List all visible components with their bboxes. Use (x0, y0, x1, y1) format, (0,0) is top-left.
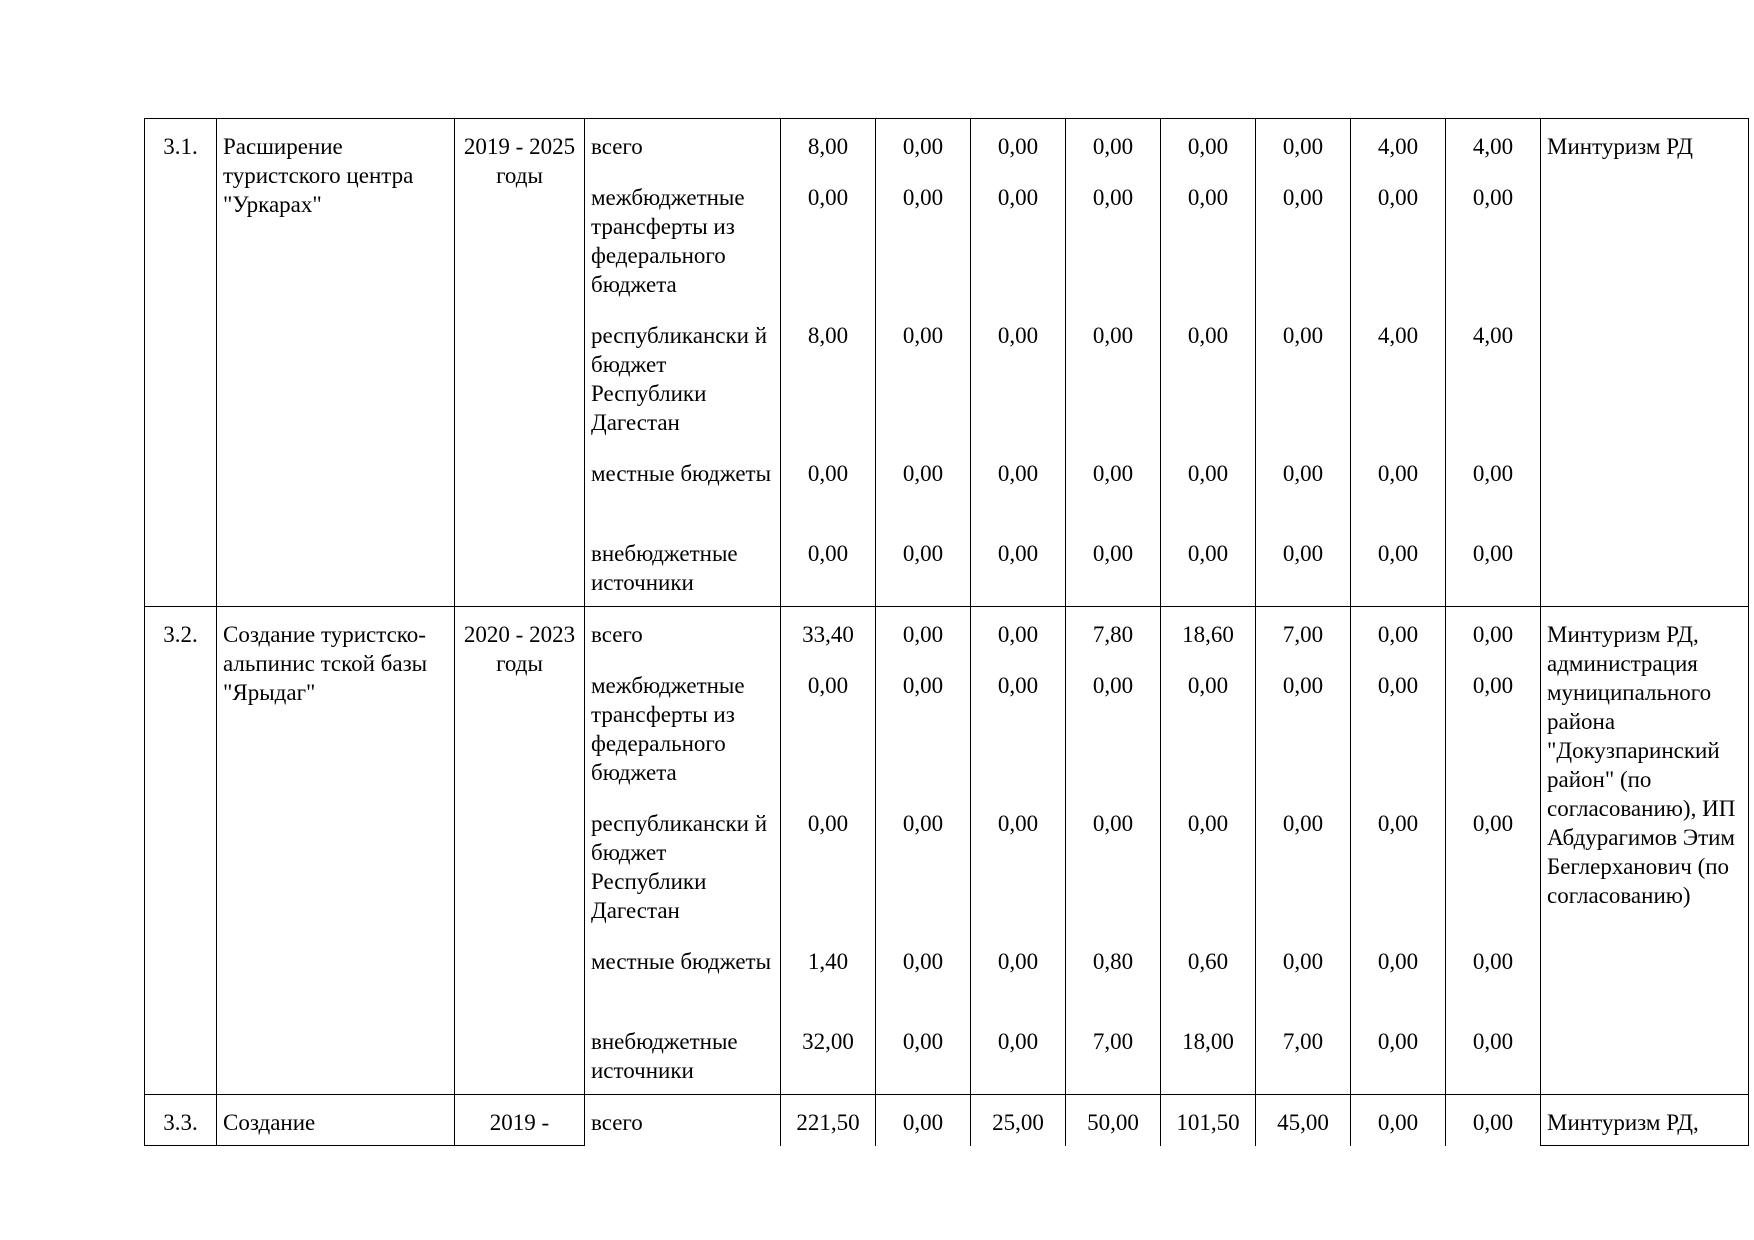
amount-value: 0,00 (1377, 673, 1419, 698)
amount-value: 0,00 (1472, 461, 1514, 486)
amount-value: 4,00 (1377, 134, 1419, 159)
amount-column-7 (1351, 1095, 1446, 1146)
amount-value: 0,00 (997, 185, 1039, 210)
amount-value: 0,00 (1377, 1110, 1419, 1135)
amount-value: 0,00 (1187, 673, 1229, 698)
amount-value: 0,00 (1092, 185, 1134, 210)
funding-source-label: республикански й бюджет Республики Дагестан (591, 323, 768, 435)
amount-value: 7,80 (1092, 622, 1134, 647)
amount-column-8 (1446, 119, 1541, 607)
event-name (217, 1095, 455, 1146)
amount-list (971, 1095, 1065, 1137)
amount-value: 18,60 (1182, 622, 1234, 647)
amount-value: 0,00 (1282, 673, 1324, 698)
amount-value: 0,00 (1472, 673, 1514, 698)
implementation-years (455, 119, 585, 607)
row-number (145, 119, 217, 607)
funding-sources (585, 119, 781, 607)
amount-value: 0,00 (902, 673, 944, 698)
amount-value: 1,40 (807, 949, 849, 974)
amount-value: 0,00 (1472, 949, 1514, 974)
amount-list (1256, 607, 1350, 1056)
amount-value: 0,00 (1187, 185, 1229, 210)
budget-table (144, 118, 1749, 1146)
amount-column-7 (1351, 607, 1446, 1095)
amount-value: 0,00 (1187, 461, 1229, 486)
amount-value: 0,00 (1377, 949, 1419, 974)
amount-value: 0,60 (1187, 949, 1229, 974)
amount-value: 0,00 (1377, 811, 1419, 836)
event-name (217, 607, 455, 1095)
amount-column-4 (1066, 1095, 1161, 1146)
responsible-executor-text: Минтуризм РД, (1547, 1110, 1699, 1135)
implementation-years-text: 2019 - (489, 1110, 550, 1135)
funding-source-label: всего (591, 134, 643, 159)
funding-source-label: межбюджетные трансферты из федерального бюджета (591, 673, 745, 785)
amount-column-5 (1161, 1095, 1256, 1146)
amount-list (1446, 607, 1540, 1056)
amount-value: 0,00 (1187, 541, 1229, 566)
funding-source-label: республикански й бюджет Республики Дагестан (591, 811, 768, 923)
amount-value: 0,00 (1282, 185, 1324, 210)
amount-value: 0,00 (1187, 811, 1229, 836)
amount-list (1446, 1095, 1540, 1137)
responsible-executor-text: Минтуризм РД, администрация муниципального района "Докузпаринский район" (по согласованию), ИП Абдурагимов Этим Беглерханович (по согласованию) (1547, 622, 1736, 908)
amount-column-8 (1446, 1095, 1541, 1146)
responsible-executor (1541, 607, 1749, 1095)
funding-source-label: внебюджетные источники (591, 541, 738, 595)
amount-value: 0,00 (1377, 541, 1419, 566)
amount-value: 45,00 (1277, 1110, 1329, 1135)
responsible-executor (1541, 1095, 1749, 1146)
amount-value: 7,00 (1282, 622, 1324, 647)
amount-value: 33,40 (802, 622, 854, 647)
amount-value: 0,00 (1092, 323, 1134, 348)
amount-value: 0,00 (997, 949, 1039, 974)
amount-value: 0,00 (807, 811, 849, 836)
funding-sources (585, 607, 781, 1095)
amount-value: 221,50 (796, 1110, 860, 1135)
amount-value: 0,00 (807, 185, 849, 210)
row-number-text: 3.1. (163, 134, 198, 159)
amount-value: 0,00 (1092, 541, 1134, 566)
amount-list (1351, 119, 1445, 568)
funding-source-label: всего (591, 622, 643, 647)
funding-sources-list (585, 119, 780, 597)
amount-column-2 (876, 1095, 971, 1146)
amount-column-6 (1256, 1095, 1351, 1146)
table-row (145, 607, 1749, 1095)
amount-value: 0,00 (902, 461, 944, 486)
amount-list (1066, 1095, 1160, 1137)
amount-value: 0,00 (1092, 811, 1134, 836)
row-number-text: 3.3. (163, 1110, 198, 1135)
implementation-years (455, 1095, 585, 1146)
event-name-text: Создание (223, 1110, 316, 1135)
amount-value: 4,00 (1472, 323, 1514, 348)
amount-column-4 (1066, 607, 1161, 1095)
event-name-text: Создание туристско-альпинис тской базы "Ярыдаг" (223, 622, 428, 705)
funding-sources (585, 1095, 781, 1146)
amount-column-5 (1161, 119, 1256, 607)
amount-value: 0,00 (997, 323, 1039, 348)
amount-value: 18,00 (1182, 1029, 1234, 1054)
amount-value: 0,00 (1472, 622, 1514, 647)
implementation-years-text: 2020 - 2023 годы (463, 622, 576, 676)
funding-sources-list (585, 1095, 780, 1137)
amount-list (781, 119, 875, 568)
amount-value: 0,00 (902, 185, 944, 210)
amount-column-1 (781, 1095, 876, 1146)
amount-value: 0,00 (902, 323, 944, 348)
amount-list (781, 1095, 875, 1137)
amount-value: 25,00 (992, 1110, 1044, 1135)
amount-column-3 (971, 119, 1066, 607)
amount-column-6 (1256, 119, 1351, 607)
amount-value: 0,00 (1377, 1029, 1419, 1054)
amount-value: 0,00 (902, 1110, 944, 1135)
funding-source-label: местные бюджеты (591, 949, 772, 974)
funding-source-label: внебюджетные источники (591, 1029, 738, 1083)
amount-value: 0,00 (807, 673, 849, 698)
amount-column-3 (971, 1095, 1066, 1146)
amount-list (1161, 119, 1255, 568)
amount-list (1256, 1095, 1350, 1137)
amount-value: 7,00 (1282, 1029, 1324, 1054)
amount-value: 0,00 (1187, 323, 1229, 348)
amount-value: 0,00 (1472, 541, 1514, 566)
amount-value: 4,00 (1377, 323, 1419, 348)
amount-value: 0,00 (1472, 1110, 1514, 1135)
amount-list (1161, 607, 1255, 1056)
amount-value: 0,00 (1282, 461, 1324, 486)
funding-source-label: всего (591, 1110, 643, 1135)
amount-value: 0,00 (997, 1029, 1039, 1054)
amount-list (1066, 607, 1160, 1056)
amount-column-6 (1256, 607, 1351, 1095)
amount-value: 0,00 (1472, 185, 1514, 210)
amount-list (971, 119, 1065, 568)
amount-column-8 (1446, 607, 1541, 1095)
implementation-years-text: 2019 - 2025 годы (463, 134, 576, 188)
row-number (145, 607, 217, 1095)
amount-list (1351, 1095, 1445, 1137)
amount-value: 0,00 (997, 541, 1039, 566)
amount-value: 0,00 (997, 673, 1039, 698)
amount-list (1446, 119, 1540, 568)
amount-value: 0,00 (807, 541, 849, 566)
amount-value: 0,00 (1187, 134, 1229, 159)
event-name-text: Расширение туристского центра "Уркарах" (223, 134, 414, 217)
row-number-text: 3.2. (163, 622, 198, 647)
amount-value: 8,00 (807, 323, 849, 348)
amount-value: 0,00 (1282, 811, 1324, 836)
funding-source-label: межбюджетные трансферты из федерального бюджета (591, 185, 745, 297)
amount-value: 0,00 (1282, 541, 1324, 566)
amount-list (876, 1095, 970, 1137)
amount-value: 0,00 (1472, 811, 1514, 836)
table-row (145, 1095, 1749, 1146)
responsible-executor-text: Минтуризм РД (1547, 134, 1693, 159)
amount-value: 0,80 (1092, 949, 1134, 974)
amount-value: 0,00 (1377, 622, 1419, 647)
amount-column-1 (781, 607, 876, 1095)
amount-value: 0,00 (1282, 949, 1324, 974)
amount-list (1066, 119, 1160, 568)
amount-value: 7,00 (1092, 1029, 1134, 1054)
amount-list (876, 607, 970, 1056)
amount-value: 0,00 (902, 134, 944, 159)
amount-value: 0,00 (997, 461, 1039, 486)
amount-column-5 (1161, 607, 1256, 1095)
amount-list (781, 607, 875, 1056)
amount-value: 32,00 (802, 1029, 854, 1054)
amount-column-2 (876, 119, 971, 607)
implementation-years (455, 607, 585, 1095)
amount-value: 0,00 (997, 811, 1039, 836)
event-name (217, 119, 455, 607)
responsible-executor (1541, 119, 1749, 607)
funding-sources-list (585, 607, 780, 1085)
amount-value: 0,00 (1377, 461, 1419, 486)
amount-value: 0,00 (1377, 185, 1419, 210)
amount-list (1256, 119, 1350, 568)
amount-value: 8,00 (807, 134, 849, 159)
amount-value: 50,00 (1087, 1110, 1139, 1135)
amount-value: 0,00 (902, 541, 944, 566)
amount-value: 0,00 (902, 622, 944, 647)
amount-value: 0,00 (807, 461, 849, 486)
amount-value: 0,00 (1282, 323, 1324, 348)
amount-value: 0,00 (902, 949, 944, 974)
amount-value: 0,00 (1092, 461, 1134, 486)
amount-list (1351, 607, 1445, 1056)
amount-column-1 (781, 119, 876, 607)
amount-value: 0,00 (997, 622, 1039, 647)
amount-value: 0,00 (1282, 134, 1324, 159)
amount-value: 101,50 (1176, 1110, 1240, 1135)
amount-list (971, 607, 1065, 1056)
amount-list (876, 119, 970, 568)
amount-value: 0,00 (1092, 134, 1134, 159)
amount-value: 0,00 (1472, 1029, 1514, 1054)
table-row (145, 119, 1749, 607)
amount-column-3 (971, 607, 1066, 1095)
amount-value: 0,00 (902, 811, 944, 836)
amount-column-7 (1351, 119, 1446, 607)
amount-column-2 (876, 607, 971, 1095)
funding-source-label: местные бюджеты (591, 461, 772, 486)
amount-list (1161, 1095, 1255, 1137)
amount-value: 0,00 (997, 134, 1039, 159)
row-number (145, 1095, 217, 1146)
amount-value: 4,00 (1472, 134, 1514, 159)
amount-column-4 (1066, 119, 1161, 607)
amount-value: 0,00 (1092, 673, 1134, 698)
amount-value: 0,00 (902, 1029, 944, 1054)
